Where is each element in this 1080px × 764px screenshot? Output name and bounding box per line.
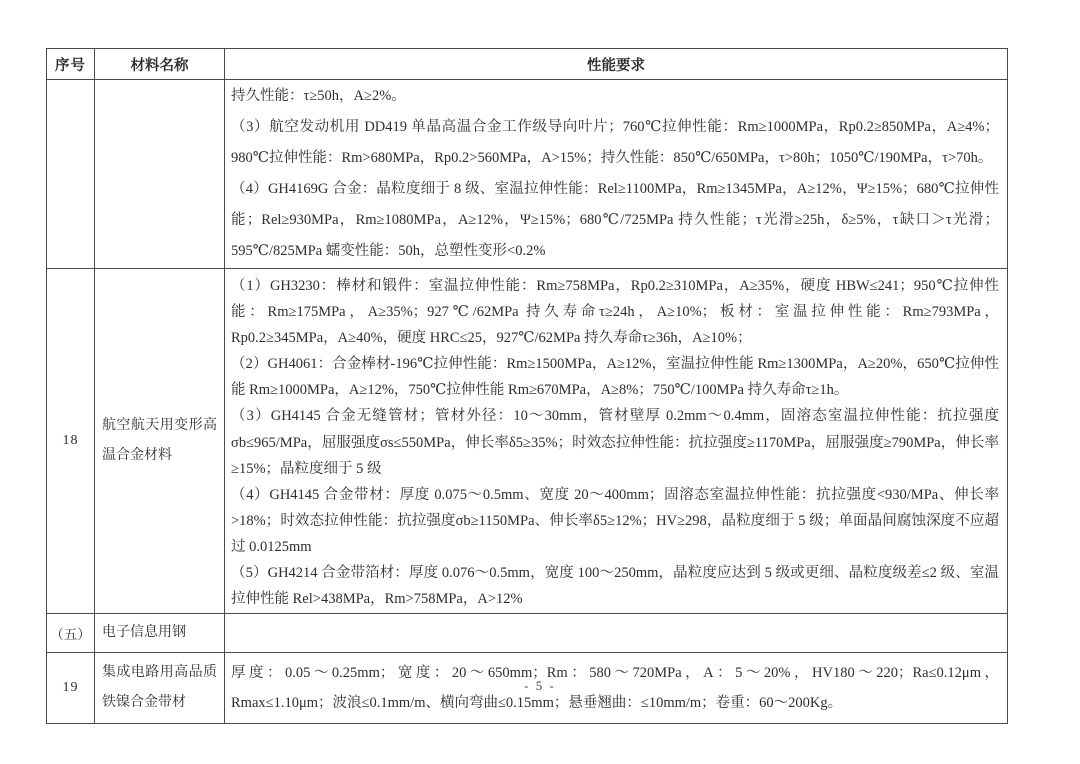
requirement-paragraph: （5）GH4214 合金带箔材：厚度 0.076～0.5mm，宽度 100～250mm，晶粒度应达到 5 级或更细、晶粒度级差≤2 级、室温拉伸性能 Rel>438MPa，Rm>758MPa，A>12% [231,565,999,608]
seq-cell: 19 [47,653,95,723]
requirement-paragraph: （1）GH3230：棒材和锻件：室温拉伸性能：Rm≥758MPa，Rp0.2≥310MPa，A≥35%，硬度 HBW≤241；950℃拉伸性能：Rm≥175MPa，A≥35%；927℃/62MPa 持久寿命τ≥24h，A≥10%；板材：室温拉伸性能：Rm≥793MPa，Rp0.2≥345MPa，A≥40%，硬度 HRC≤25，927℃/62MPa 持久寿命τ≥36h，A≥10%； [231,278,999,347]
table-row [47,80,1007,269]
requirement-paragraph: （2）GH4061：合金棒材-196℃拉伸性能：Rm≥1500MPa，A≥12%，室温拉伸性能 Rm≥1300MPa，A≥20%，650℃拉伸性能 Rm≥1000MPa，A≥12%，750℃拉伸性能 Rm≥670MPa，A≥8%；750℃/100MPa 持久寿命τ≥1h。 [231,356,999,399]
requirement-paragraph: （4）GH4145 合金带材：厚度 0.075～0.5mm、宽度 20～400mm；固溶态室温拉伸性能：抗拉强度<930/MPa、伸长率>18%；时效态拉伸性能：抗拉强度σb≥1150MPa、伸长率δ5≥12%；HV≥298，晶粒度细于 5 级；单面晶间腐蚀深度不应超过 0.0125mm [231,486,999,555]
requirements-cell [225,80,1007,268]
requirement-paragraph: 厚度：0.05～0.25mm；宽度：20～650mm；Rm：580～720MPa，A：5～20%，HV180～220；Ra≤0.12μm，Rmax≤1.10μm；波浪≤0.1mm/m、横向弯曲≤0.15mm；悬垂翘曲：≤10mm/m；卷重：60～200Kg。 [231,665,999,712]
table-header-row [47,49,1007,80]
requirement-paragraph: 持久性能：τ≥50h，A≥2%。 [231,88,406,104]
material-cell [95,80,225,268]
header-requirements: 性能要求 [587,57,645,74]
requirements-cell [225,614,1007,652]
header-material: 材料名称 [95,49,225,79]
material-name: 电子信息用钢 [102,625,186,641]
material-cell [95,269,225,613]
page-number: - 5 - [524,678,556,693]
requirements-cell [225,269,1007,613]
table-row [47,614,1007,653]
requirement-paragraph: （4）GH4169G 合金：晶粒度细于 8 级、室温拉伸性能：Rel≥1100MPa，Rm≥1345MPa，A≥12%，Ψ≥15%；680℃拉伸性能；Rel≥930MPa，Rm≥1080MPa，A≥12%，Ψ≥15%；680℃/725MPa 持久性能；τ光滑≥25h，δ≥5%，τ缺口＞τ光滑；595℃/825MPa 蠕变性能：50h，总塑性变形<0.2% [231,181,999,259]
seq-cell: （五） [47,614,95,652]
material-name: 航空航天用变形高温合金材料 [102,418,217,464]
seq-cell [47,80,95,268]
material-cell [95,614,225,652]
requirement-paragraph: （3）GH4145 合金无缝管材；管材外径：10～30mm，管材壁厚 0.2mm～0.4mm，固溶态室温拉伸性能：抗拉强度σb≤965/MPa，屈服强度σs≤550MPa，伸长率δ5≥35%；时效态拉伸性能：抗拉强度≥1170MPa，屈服强度≥790MPa，伸长率≥15%；晶粒度细于 5 级 [231,408,999,477]
materials-table [46,48,1008,724]
requirement-paragraph: （3）航空发动机用 DD419 单晶高温合金工作级导向叶片；760℃拉伸性能：Rm≥1000MPa，Rp0.2≥850MPa，A≥4%；980℃拉伸性能：Rm>680MPa，Rp0.2>560MPa，A>15%；持久性能：850℃/650MPa，τ>80h；1050℃/190MPa，τ>70h。 [231,119,999,166]
seq-cell: 18 [47,269,95,613]
material-name: 集成电路用高品质铁镍合金带材 [102,665,217,711]
header-seq: 序号 [47,49,95,79]
table-row [47,269,1007,614]
